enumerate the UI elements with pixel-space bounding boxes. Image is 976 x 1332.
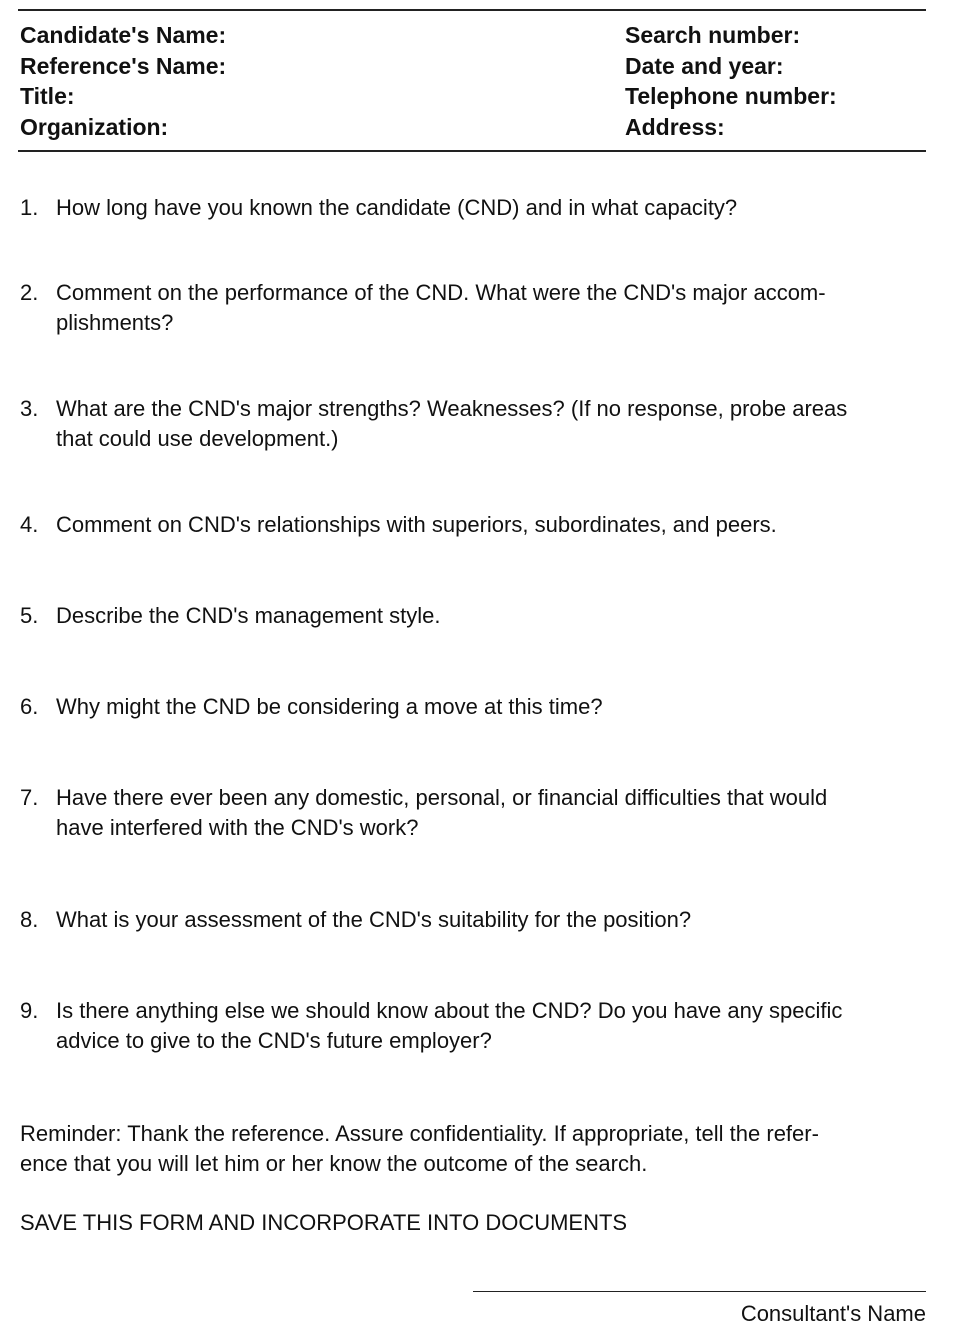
- header-right-fields: [625, 20, 837, 142]
- header-left-fields: [20, 20, 226, 142]
- question-text: What is your assessment of the CND's suitability for the position?: [56, 907, 692, 932]
- question-number: 6.: [20, 694, 39, 719]
- consultant-name-label: Consultant's Name: [740, 1301, 926, 1326]
- question-3: [20, 394, 930, 454]
- title-label: Title:: [20, 83, 75, 109]
- telephone-number-label: Telephone number:: [625, 83, 837, 109]
- question-text: Why might the CND be considering a move at this time?: [56, 694, 603, 719]
- candidate-name-label: Candidate's Name:: [20, 22, 227, 48]
- question-2: [20, 278, 930, 338]
- question-text: What are the CND's major strengths? Weaknesses? (If no response, probe areas that could use development.): [56, 396, 848, 451]
- question-text: How long have you known the candidate (CND) and in what capacity?: [56, 195, 738, 220]
- question-number: 9.: [20, 998, 39, 1023]
- question-4: [20, 510, 930, 540]
- question-text: Comment on the performance of the CND. What were the CND's major accom- plishments?: [56, 280, 826, 335]
- header-divider-rule: [18, 150, 926, 152]
- question-number: 7.: [20, 785, 39, 810]
- question-text: Is there anything else we should know about the CND? Do you have any specific advice to give to the CND's future employer?: [56, 998, 843, 1053]
- question-text: Comment on CND's relationships with superiors, subordinates, and peers.: [56, 512, 777, 537]
- save-form-instruction: SAVE THIS FORM AND INCORPORATE INTO DOCUMENTS: [20, 1210, 628, 1235]
- question-number: 8.: [20, 907, 39, 932]
- top-rule: [18, 9, 926, 11]
- signature-line: [473, 1291, 926, 1292]
- question-text: Have there ever been any domestic, personal, or financial difficulties that would have interfered with the CND's work?: [56, 785, 828, 840]
- search-number-label: Search number:: [625, 22, 801, 48]
- question-number: 3.: [20, 396, 39, 421]
- reminder-note: Reminder: Thank the reference. Assure confidentiality. If appropriate, tell the refer- ence that you will let him or her know the outcome of the search.: [20, 1121, 819, 1176]
- organization-label: Organization:: [20, 113, 169, 140]
- date-and-year-label: Date and year:: [625, 52, 784, 79]
- address-label: Address:: [625, 113, 725, 140]
- question-number: 2.: [20, 280, 39, 305]
- question-1: [20, 193, 930, 223]
- question-number: 5.: [20, 603, 39, 628]
- question-number: 1.: [20, 195, 39, 220]
- question-7: [20, 783, 930, 843]
- question-text: Describe the CND's management style.: [56, 603, 441, 628]
- question-6: [20, 692, 930, 722]
- question-9: [20, 996, 930, 1056]
- question-number: 4.: [20, 512, 39, 537]
- reference-name-label: Reference's Name:: [20, 52, 227, 79]
- question-8: [20, 905, 930, 935]
- question-5: [20, 601, 930, 631]
